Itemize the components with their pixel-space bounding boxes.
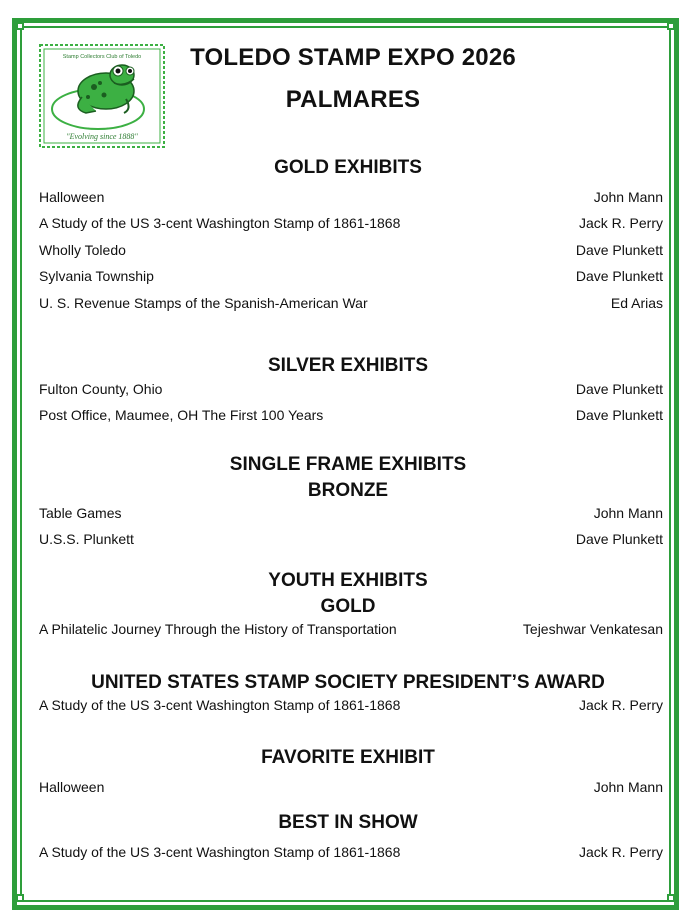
exhibit-title: A Study of the US 3-cent Washington Stamp of 1861-1868	[39, 844, 401, 860]
exhibit-title: Table Games	[39, 505, 122, 521]
award-row	[39, 188, 663, 206]
border-corner	[667, 894, 675, 902]
exhibit-title: Sylvania Township	[39, 268, 154, 284]
award-row	[39, 530, 663, 548]
section-heading-favorite: FAVORITE EXHIBIT	[261, 747, 435, 768]
exhibit-title: U.S.S. Plunkett	[39, 531, 134, 547]
award-row	[39, 294, 663, 312]
exhibit-title: A Study of the US 3-cent Washington Stamp of 1861-1868	[39, 697, 401, 713]
exhibit-title: A Philatelic Journey Through the History of Transportation	[39, 621, 397, 637]
award-row	[39, 241, 663, 259]
award-row	[39, 267, 663, 285]
exhibitor-name: Dave Plunkett	[575, 407, 663, 423]
exhibitor-name: John Mann	[593, 505, 663, 521]
section-heading-best-in-show: BEST IN SHOW	[278, 812, 418, 833]
exhibit-title: Post Office, Maumee, OH The First 100 Years	[39, 407, 324, 423]
award-row	[39, 504, 663, 522]
exhibitor-name: Dave Plunkett	[575, 242, 663, 258]
award-row	[39, 843, 663, 861]
section-heading-silver: SILVER EXHIBITS	[267, 355, 429, 376]
border-corner	[16, 22, 24, 30]
exhibit-title: A Study of the US 3-cent Washington Stamp of 1861-1868	[39, 215, 401, 231]
award-row	[39, 778, 663, 796]
section-subheading-gold: GOLD	[320, 596, 376, 617]
exhibitor-name: Ed Arias	[610, 295, 663, 311]
award-row	[39, 406, 663, 424]
exhibit-title: Halloween	[39, 189, 105, 205]
exhibit-title: U. S. Revenue Stamps of the Spanish-American War	[39, 295, 368, 311]
section-subheading-bronze: BRONZE	[307, 480, 389, 501]
section-heading-ussss-award: UNITED STATES STAMP SOCIETY PRESIDENT’S AWARD	[91, 672, 605, 693]
exhibitor-name: Jack R. Perry	[578, 697, 663, 713]
exhibit-title: Halloween	[39, 779, 105, 795]
border-corner	[16, 894, 24, 902]
exhibitor-name: Jack R. Perry	[578, 844, 663, 860]
exhibitor-name: John Mann	[593, 189, 663, 205]
section-heading-youth: YOUTH EXHIBITS	[268, 570, 428, 591]
section-heading-single-frame: SINGLE FRAME EXHIBITS	[229, 454, 467, 475]
logo-motto: "Evolving since 1888"	[66, 132, 138, 141]
page-subtitle: PALMARES	[285, 86, 421, 113]
page-title: TOLEDO STAMP EXPO 2026	[190, 44, 516, 71]
award-row	[39, 620, 663, 638]
exhibit-title: Wholly Toledo	[39, 242, 126, 258]
club-logo-stamp	[38, 43, 166, 149]
exhibitor-name: Tejeshwar Venkatesan	[522, 621, 663, 637]
logo-arc-text: Stamp Collectors Club of Toledo	[62, 54, 142, 60]
award-row	[39, 214, 663, 232]
exhibitor-name: Dave Plunkett	[575, 531, 663, 547]
award-row	[39, 380, 663, 398]
exhibitor-name: Dave Plunkett	[575, 381, 663, 397]
border-corner	[667, 22, 675, 30]
frog-icon	[38, 43, 166, 149]
section-heading-gold: GOLD EXHIBITS	[274, 157, 422, 178]
award-row	[39, 696, 663, 714]
exhibitor-name: Dave Plunkett	[575, 268, 663, 284]
exhibit-title: Fulton County, Ohio	[39, 381, 163, 397]
exhibitor-name: Jack R. Perry	[578, 215, 663, 231]
exhibitor-name: John Mann	[593, 779, 663, 795]
